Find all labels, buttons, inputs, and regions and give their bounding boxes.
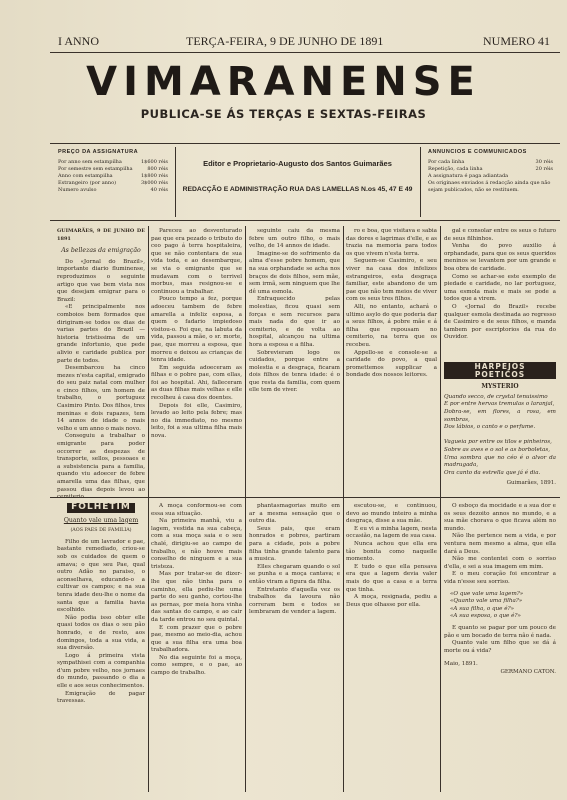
ad-price-row <box>428 173 553 180</box>
poem-line: Dos lábios, o canto e o perfume. <box>444 424 536 431</box>
paragraph: seguinte caiu da mesma febre um outro filho, o mais velho, de 14 annos de idade. <box>249 228 340 250</box>
paragraph: No dia seguinte foi a moça, como sempre, e o pae, ao campo de trabalho. <box>151 654 242 677</box>
masthead-rule <box>50 143 560 144</box>
ad-price-row-label: Por cada linha <box>428 159 465 165</box>
poem-line: Ora canto da estrella que já é dia. <box>444 469 541 476</box>
folhetim-column-4 <box>346 503 437 793</box>
story-author: GERMANO CATON. <box>500 668 556 675</box>
paragraph: Seus pais, que eram honrados e pobres, partiram para a cidade, pois a pobre filha tinha grande talento para a musica. <box>249 525 340 563</box>
paragraph: Não lhe pertence nem a vida, e por ventura nem mesmo a alma, que ella dará a Deus. <box>444 533 556 555</box>
paragraph: Não me contentei com o sorriso d'ella, e sei a sua imagem em mim. <box>444 556 556 570</box>
paragraph: Do «Jornal do Brazil», importante diario fluminense, reproduzimos o seguinte artigo que vae bem vista nos que desejam emigrar para o Brazil: <box>57 258 145 303</box>
paragraph: Imagine-se do sofrimento da alma d'esse pobre homem, que na sua orphandade se acha nos braços de dois filhos, sem mãe, sem irmã, sem ninguem que lhe dê uma esmola. <box>249 250 340 295</box>
story-body <box>444 503 556 587</box>
ads-title: ANNUNCIOS E COMMUNICADOS <box>428 149 527 155</box>
paragraph: Conseguiu a trabalhar o emigrante para poder occorrer as despezas de transporte, sellos, pessoaes e a subsistencia para a familia, quando viu adoecer de febre amarella uma das filhas, que passou dias depois levou ao cemiterio. <box>57 433 145 501</box>
paragraph: phantasmagorias muito em ar a mesma sensação que o outro dia. <box>249 503 340 525</box>
issue-line <box>0 34 567 48</box>
paragraph: Alli, no entanto, achará o ultimo asylo do que poderia dar a seus filhos, á pobre mãe e á filha que repousam no cemiterio, na terra que os recebeu. <box>346 303 437 348</box>
paragraph: E quanto se pagar por um pouco de pão e um bocado de terra não é nada. <box>444 624 556 639</box>
masthead-title: VIMARANENSE <box>86 59 481 105</box>
paragraph: E o meu coração foi encontrar a vida n'esse seu sorriso. <box>444 571 556 585</box>
poetry-box <box>444 362 556 495</box>
article-dateline: GUIMARÃES, 9 DE JUNHO DE 1891 <box>57 228 145 242</box>
folhetim-column-2 <box>151 503 242 793</box>
subscription-box <box>58 149 168 217</box>
article-column-5 <box>444 228 556 358</box>
issue-number: NUMERO 41 <box>483 34 551 48</box>
ads-box <box>428 149 553 217</box>
paragraph: Na primeira manhã, viu a lagem, vestida na sua cabeça, com a sua moça saia e o seu chalé, dirigiu-se ao campo de trabalho, e não houve mais conselho de ninguem e a sua tristeza. <box>151 518 242 570</box>
address-line: REDACÇÃO E ADMINISTRAÇÃO RUA DAS LAMELLAS N.os 45, 47 E 49 <box>182 186 413 193</box>
paragraph: Pareceu ao desventurado pae que era pezado o tributo do ceo pago á terra hospitaleira, que se não contentara de sua vida toda, e ao desembarque, se via o emigrante que se mudavam com o terrivel morbus, mas resignou-se e continuou a trabalhar. <box>151 228 242 295</box>
column-divider <box>440 226 441 792</box>
paragraph: O «Jornal do Brazil» recebe qualquer esmola destinada ao regresso de Casimiro e de seus filhos, e manda tambem por escriptorios da rua do Ouvidor. <box>444 303 556 341</box>
paragraph: A moça conformou-se com essa sua situação. <box>151 503 242 517</box>
paragraph: Entretanto d'aquella vez os trabalhos da lavoura não correram bem e todos se lembraram de vender a lagem. <box>249 586 340 616</box>
article-body <box>444 228 556 342</box>
paragraph: Emigração de pagar travessas. <box>57 690 145 705</box>
price-row-label: Numero avulso <box>58 187 97 193</box>
verse-line: «O que vale uma lagem?» <box>450 590 524 597</box>
poem-line: E por entre hervas tremulas o laranjal, <box>444 401 555 408</box>
verse-line: «Quanto vale uma filha?» <box>450 598 523 605</box>
ad-price-row-value: 20 réis <box>535 166 553 172</box>
article-body <box>151 228 242 441</box>
content-rule <box>50 220 560 221</box>
story-body <box>346 503 437 609</box>
price-row-value: 1$800 réis <box>140 173 168 179</box>
ad-price-row-label: Repetição, cada linha <box>428 166 483 172</box>
article-body <box>346 228 437 380</box>
article-column-4 <box>346 228 437 496</box>
paragraph: «E principalmente nos comboios bem formados que dirigiram-se todos os dias de varias partes do Brazil — historia tristissima de um grande infortunio, que pede alivio e caridade publica por parte de todos. <box>57 304 145 364</box>
price-row <box>58 180 168 187</box>
poem-title: MYSTERIO <box>481 383 519 391</box>
price-row-label: Por anno sem estampilha <box>58 159 122 165</box>
top-rule <box>50 52 560 53</box>
paragraph: ro e boa, que visitava e sabia das dores e lagrimas d'elle, e as trazia na memoria para todos os que vivem n'esta terra. <box>346 228 437 257</box>
paragraph: Nunca achou que ella era tão bonita como naquelle momento. <box>346 540 437 563</box>
paragraph: E eu vi a minha lagem, nesta occasião, na lagem de sua casa. <box>346 525 437 540</box>
paragraph: Elles chegaram quando o sol se punha e a moça cantava; e então viram a figura da filha. <box>249 563 340 585</box>
masthead-tagline: PUBLICA-SE ÁS TERÇAS E SEXTAS-FEIRAS <box>140 107 427 121</box>
paragraph: Filho de um lavrador e pae, bastante remediado, criou-se sob os cuidados de quem o amava; o que seu Pae, qual outro Adão no paraiso, o aconselhava, educando-o a cultivar os campos; e na sua tenra idade deu-lhe o nome da santa que a familia havia escolhido. <box>57 538 145 614</box>
editor-block <box>180 151 415 203</box>
paragraph: Logo á primeira vista sympathisei com a companhia d'um pobre velho, nos jornaes do mundo, passando o dia a elle e aos seus conhecimentos. <box>57 652 145 690</box>
ad-price-row-label: A assignatura é paga adiantada <box>428 173 509 179</box>
paragraph: Como se achar-se este exemplo de piedade e caridade, no lar portuguez, uma esmola mais e mais se pode a todos que a virem. <box>444 273 556 303</box>
price-row <box>58 173 168 180</box>
info-divider-left <box>175 147 176 217</box>
poem-line: Vagueia por entre os tilos e pinheiros, <box>444 439 552 446</box>
poem-body <box>444 394 556 478</box>
price-row <box>58 187 168 194</box>
poem-line <box>444 432 556 440</box>
folhetim-title: FOLHETIM <box>67 503 135 513</box>
price-row <box>58 166 168 173</box>
paragraph: E tudo o que ella pensava era que a lagem devia valer mais do que a casa e a terra que tinha. <box>346 563 437 593</box>
issue-date: TERÇA-FEIRA, 9 DE JUNHO DE 1891 <box>186 34 384 48</box>
article-column-1 <box>57 228 145 501</box>
ad-price-row <box>428 166 553 173</box>
ad-price-row <box>428 180 553 194</box>
ad-price-row-value: 30 réis <box>535 159 553 165</box>
price-row-value: 40 réis <box>150 187 168 193</box>
verse-line: «A sua esposa, o que é?» <box>450 613 521 620</box>
story-closing <box>444 625 556 655</box>
folhetim-column-5 <box>444 503 556 793</box>
price-row-label: Por semestre sem estampilha <box>58 166 133 172</box>
poem-signature: Guimarães, 1891. <box>506 480 556 487</box>
poem-line: Quando secco, de crystal tenuissimo <box>444 393 548 400</box>
paragraph: Appello-se e console-se a caridade do povo, a qual promettemos supplicar a bondade dos nossos leitores. <box>346 349 437 379</box>
story-subtitle: (AOS PAES DE FAMILIA) <box>70 528 132 534</box>
paragraph: Em seguida adoeceram as filhas e o pobre pae, com ellas, foi ao hospital. Ahi, falleceram as duas filhas mais velhas e elle recolheu á casa dos doentes. <box>151 364 242 402</box>
article-body <box>57 259 145 502</box>
paragraph: escutou-se, e continuou, devo ao mundo inteiro a minha desgraça, disse a sua mãe. <box>346 503 437 525</box>
paragraph: Venha do povo auxilio á orphandade, para que os seus queridos meninos se levantem por um grande e boa obra de caridade. <box>444 243 556 272</box>
paragraph: O esboço da mocidade e a sua dor e os seus dezoito annos no mundo, e a sua mãe chorava o que ficava além no mundo. <box>444 503 556 532</box>
folhetim-column-3 <box>249 503 340 793</box>
ad-price-row <box>428 159 553 166</box>
folhetim-column-1 <box>57 503 145 793</box>
issue-year: I ANNO <box>58 34 99 48</box>
story-body <box>249 503 340 617</box>
paragraph: E com prazer que o pobre pae, mesmo ao meio-dia, achou que a sua filha era uma boa trabalhadora. <box>151 624 242 654</box>
paragraph: Desembarcou ha cinco mezes n'esta capital, emigrado do seu paiz natal com mulher e cinco filhos, um homem de trabalho, o portuguez Casimiro Pinto. Dos filhos, tres meninas e dois rapazes, tem 14 annos de idade o mais velho e um anno o mais novo. <box>57 365 145 432</box>
price-row-value: 800 réis <box>147 166 168 172</box>
subscription-title: PREÇO DA ASSIGNATURA <box>58 149 139 155</box>
paragraph: Quanto vale um filho que se dá á morte ou á vida? <box>444 640 556 654</box>
price-row-label: Anno com estampilha <box>58 173 113 179</box>
article-heading: As bellezas da emigração <box>61 247 141 255</box>
poem-line: Dobra-se, em flores, a rosa, em sombras, <box>444 408 556 423</box>
info-divider-right <box>420 147 421 217</box>
ad-price-row-label: Os originaes enviados á redacção ainda que não sejam publicados, não se restituem. <box>428 180 551 193</box>
story-body <box>57 539 145 706</box>
story-verse <box>450 591 556 621</box>
paragraph: Sobrevieram logo os cuidados, porque entre a molestia e a desgraça, ficaram dois filhos de tenra idade: é o que resta da familia, com quem elle tem de viver. <box>249 349 340 394</box>
story-title: Quanto vale uma lagem <box>63 516 139 524</box>
editor-line: Editor e Proprietario-Augusto dos Santos Guimarães <box>203 159 392 168</box>
paragraph: Seguem-se Casimiro, e seu viver na casa dos infelizes estrangeiros, esta desgraça familiar, este abandono de um pae que não tem meios de viver com os seus tres filhos. <box>346 258 437 303</box>
price-row-value: 3$000 réis <box>140 180 168 186</box>
column-divider <box>343 226 344 792</box>
article-column-2 <box>151 228 242 496</box>
story-date: Maio, 1891. <box>444 661 478 668</box>
ads-list <box>428 159 553 194</box>
paragraph: Pouco tempo a fez, porque adoeceu tambem de febre amarella a infeliz esposa, a quem o fadario impiedoso visitou-o. Foi que, na labuta da vida, passou a mãe, o sr. morte, pae, que morreu a esposa, que morreu e deixou as crianças de tenra idade. <box>151 296 242 364</box>
poetry-box-title: HARPEJOS POETICOS <box>444 362 556 379</box>
paragraph: gal e consolar entre os seus o futuro de seus filhinhos. <box>444 228 556 242</box>
folhetim-rule <box>50 497 560 498</box>
article-column-3 <box>249 228 340 496</box>
story-body <box>151 503 242 678</box>
poem-line: Sobre as aves e o sol e as borboletas, <box>444 446 550 453</box>
verse-line: «A sua filha, o que é?» <box>450 605 514 612</box>
paragraph: Depois foi elle, Casimiro, levado ao leito pela febre; mas no dia immediato, no mesmo leito, foi a sua ultima filha mais nova. <box>151 402 242 440</box>
subscription-list <box>58 159 168 194</box>
article-body <box>249 228 340 395</box>
paragraph: Enfraquecido pelas molestias, ficou quasi sem forças e sem recursos para mais nada do que ir ao cemiterio, e de volta ao hospital, alcançou na ultima hora a esposa e a filha. <box>249 296 340 348</box>
column-divider <box>245 226 246 792</box>
paragraph: A moça, resignada, pediu a Deus que olhasse por ella. <box>346 594 437 608</box>
paragraph: Mas por tratar-se de dizer-lhe que não tinha para o caminho, ella pediu-lhe uma parte do seu ganho, cortou-lhe as pernas, por meia hora vinha das santas do campo, e ao cair da tarde entrou no seu quintal. <box>151 571 242 623</box>
price-row-label: Estrangeiro (por anno) <box>58 180 117 186</box>
price-row-value: 1$600 réis <box>140 159 168 165</box>
price-row <box>58 159 168 166</box>
paragraph: Não podia isso obter elle quasi todos os dias o seu pão honrado, e de resto, aos domingos, toda a sua vida, a sua diversão. <box>57 614 145 652</box>
poem-line: Uma sombra que no céo é o alvor da madrugada, <box>444 454 556 469</box>
column-divider <box>148 226 149 792</box>
